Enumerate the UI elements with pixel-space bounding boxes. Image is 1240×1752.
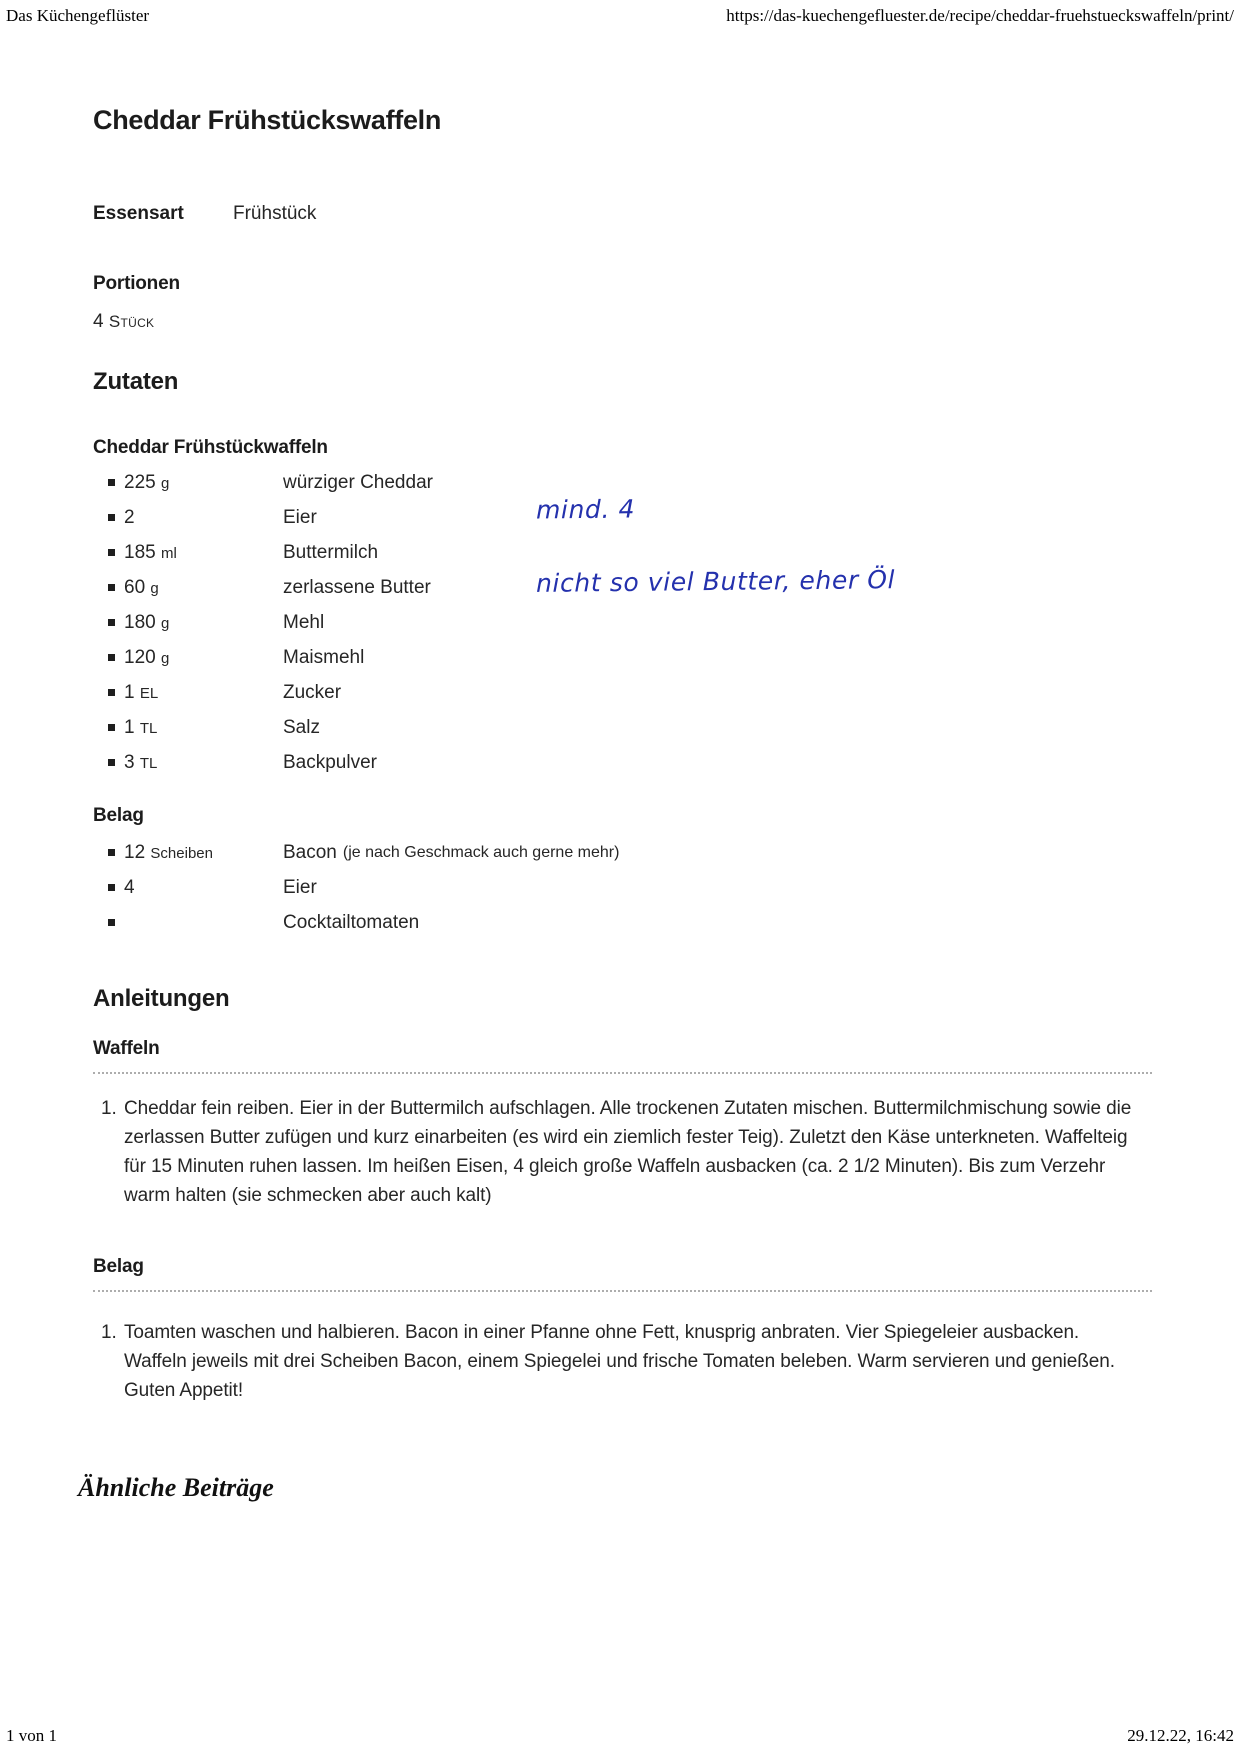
ingredient-item xyxy=(93,710,1152,745)
ingredient-unit: g xyxy=(150,579,159,597)
ingredient-name: Cocktailtomaten xyxy=(283,911,420,933)
recipe-content xyxy=(0,102,1240,1504)
print-header xyxy=(6,6,1234,26)
ingredient-item xyxy=(93,605,1152,640)
dotted-divider xyxy=(93,1290,1152,1292)
ingredient-amount: 185 xyxy=(124,541,156,563)
ingredient-amount: 12 xyxy=(124,841,146,863)
ingredient-amount: 180 xyxy=(124,611,156,633)
ingredient-name: Buttermilch xyxy=(283,541,379,563)
instruction-group-heading-waffeln: Waffeln xyxy=(93,1038,160,1059)
related-posts-heading: Ähnliche Beiträge xyxy=(78,1473,274,1502)
ingredient-name: Mehl xyxy=(283,611,325,633)
handwritten-annotation-butter: nicht so viel Butter, eher Öl xyxy=(535,565,896,598)
meal-type-value: Frühstück xyxy=(233,203,317,224)
instruction-step xyxy=(93,1094,1134,1210)
ingredients-heading: Zutaten xyxy=(93,368,179,395)
instructions-heading: Anleitungen xyxy=(93,985,230,1012)
ingredient-name: Eier xyxy=(283,876,317,898)
ingredient-name: Maismehl xyxy=(283,646,365,668)
ingredient-unit: g xyxy=(160,649,170,667)
ingredient-amount: 2 xyxy=(124,506,135,528)
ingredient-item xyxy=(93,535,1152,570)
ingredient-list-belag xyxy=(93,835,1152,940)
ingredient-group-heading-belag: Belag xyxy=(93,805,144,826)
step-number: 1. xyxy=(101,1322,117,1343)
ingredient-amount: 120 xyxy=(124,646,156,668)
ingredient-group-heading-waffeln: Cheddar Frühstückwaffeln xyxy=(93,437,328,458)
instruction-group-heading-belag: Belag xyxy=(93,1256,144,1277)
ingredient-item xyxy=(93,835,1152,870)
meal-type-label: Essensart xyxy=(93,203,184,224)
site-name: Das Küchengeflüster xyxy=(6,6,150,25)
ingredient-amount: 3 xyxy=(124,751,135,773)
footer-page-number: 1 von 1 xyxy=(6,1726,57,1745)
ingredient-amount: 60 xyxy=(124,576,146,598)
ingredient-unit: ml xyxy=(160,544,177,562)
print-footer xyxy=(6,1726,1234,1746)
portions-unit: Stück xyxy=(108,312,155,331)
ingredient-amount: 1 xyxy=(124,681,135,703)
meal-type-row xyxy=(93,201,1152,227)
ingredient-unit: g xyxy=(160,614,170,632)
portions-heading: Portionen xyxy=(93,273,180,294)
portions-value xyxy=(93,309,1152,335)
step-text: Toamten waschen und halbieren. Bacon in einer Pfanne ohne Fett, knusprig anbraten. Vier Spiegeleier ausbacken. Waffeln jeweils mit drei Scheiben Bacon, einem Spiegelei und frische Tomaten beleben. Warm servieren und genießen. Guten Appetit! xyxy=(124,1322,1115,1401)
ingredient-amount: 4 xyxy=(124,876,135,898)
ingredient-item xyxy=(93,675,1152,710)
step-number: 1. xyxy=(101,1098,117,1119)
recipe-title: Cheddar Frühstückswaffeln xyxy=(93,105,442,135)
dotted-divider xyxy=(93,1072,1152,1074)
instruction-list-belag xyxy=(93,1318,1152,1405)
ingredient-amount: 225 xyxy=(124,471,156,493)
ingredient-name: Zucker xyxy=(283,681,342,703)
ingredient-unit: g xyxy=(160,474,170,492)
ingredient-amount: 1 xyxy=(124,716,135,738)
ingredient-item xyxy=(93,745,1152,780)
ingredient-unit: TL xyxy=(139,754,158,772)
ingredient-unit: EL xyxy=(139,684,159,702)
ingredient-name: würziger Cheddar xyxy=(283,471,433,493)
instruction-list-waffeln xyxy=(93,1094,1152,1210)
step-text: Cheddar fein reiben. Eier in der Buttermilch aufschlagen. Alle trockenen Zutaten mischen. Buttermilchmischung sowie die zerlassen Butter zufügen und kurz einarbeiten (es wird ein ziemlich fester Teig). Zuletzt den Käse unterkneten. Waffelteig für 15 Minuten ruhen lassen. Im heißen Eisen, 4 gleich große Waffeln ausbacken (ca. 2 1/2 Minuten). Bis zum Verzehr warm halten (sie schmecken aber auch kalt) xyxy=(124,1098,1132,1206)
ingredient-name: Backpulver xyxy=(283,751,377,773)
footer-datetime: 29.12.22, 16:42 xyxy=(1127,1726,1234,1745)
ingredient-list-waffeln xyxy=(93,465,1152,780)
ingredient-name: Salz xyxy=(283,716,320,738)
ingredient-item xyxy=(93,640,1152,675)
ingredient-note: (je nach Geschmack auch gerne mehr) xyxy=(342,843,620,861)
ingredient-item xyxy=(93,905,1152,940)
ingredient-name: Eier xyxy=(283,506,317,528)
page-url: https://das-kuechengefluester.de/recipe/cheddar-fruehstueckswaffeln/print/ xyxy=(726,6,1234,25)
ingredient-name: Bacon xyxy=(283,841,337,863)
instruction-step xyxy=(93,1318,1134,1405)
portions-amount: 4 xyxy=(93,311,104,332)
handwritten-annotation-eggs: mind. 4 xyxy=(535,494,636,525)
ingredient-unit: Scheiben xyxy=(150,844,213,862)
ingredient-name: zerlassene Butter xyxy=(283,576,431,598)
ingredient-unit: TL xyxy=(139,719,158,737)
ingredient-item xyxy=(93,870,1152,905)
